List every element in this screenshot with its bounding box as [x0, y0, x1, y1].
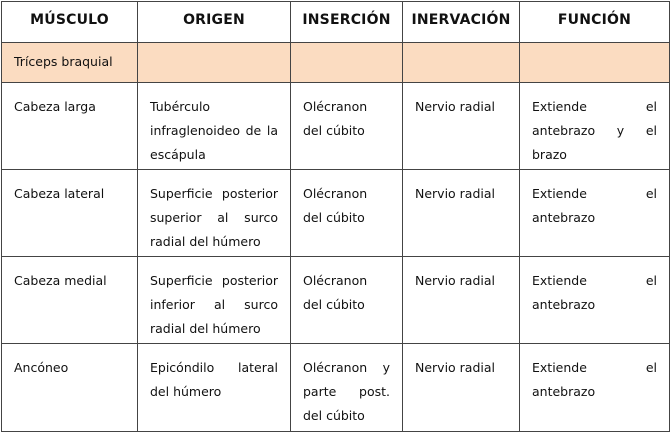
cell-origen: Superficie posterior superior al surco radial del húmero: [138, 170, 291, 257]
header-row: [2, 2, 670, 43]
cell-inervacion: Nervio radial: [403, 344, 520, 432]
cell-funcion: Extiende el antebrazo: [520, 170, 670, 257]
cell-musculo: Ancóneo: [2, 344, 138, 432]
cell-insercion: Olécranon del cúbito: [291, 83, 403, 170]
cell-inervacion: Nervio radial: [403, 83, 520, 170]
cell-insercion: Olécranon del cúbito: [291, 170, 403, 257]
cell-musculo: Cabeza larga: [2, 83, 138, 170]
table-row: [2, 170, 670, 257]
cell-origen: Superficie posterior inferior al surco radial del húmero: [138, 257, 291, 344]
cell-funcion: Extiende el antebrazo: [520, 257, 670, 344]
muscle-table: [1, 1, 670, 432]
group-cell-empty: [291, 43, 403, 83]
table-row: [2, 257, 670, 344]
column-header-funcion: FUNCIÓN: [520, 2, 670, 43]
cell-inervacion: Nervio radial: [403, 170, 520, 257]
group-row: [2, 43, 670, 83]
cell-insercion: Olécranon del cúbito: [291, 257, 403, 344]
column-header-insercion: INSERCIÓN: [291, 2, 403, 43]
column-header-origen: ORIGEN: [138, 2, 291, 43]
group-cell-empty: [403, 43, 520, 83]
cell-origen: Epicóndilo lateral del húmero: [138, 344, 291, 432]
cell-inervacion: Nervio radial: [403, 257, 520, 344]
cell-musculo: Cabeza lateral: [2, 170, 138, 257]
column-header-inervacion: INERVACIÓN: [403, 2, 520, 43]
cell-origen: Tubérculo infraglenoideo de la escápula: [138, 83, 291, 170]
table-row: [2, 344, 670, 432]
group-cell-empty: [138, 43, 291, 83]
cell-insercion: Olécranon y parte post. del cúbito: [291, 344, 403, 432]
column-header-musculo: MÚSCULO: [2, 2, 138, 43]
cell-funcion: Extiende el antebrazo: [520, 344, 670, 432]
cell-musculo: Cabeza medial: [2, 257, 138, 344]
table-row: [2, 83, 670, 170]
cell-funcion: Extiende el antebrazo y el brazo: [520, 83, 670, 170]
group-label: Tríceps braquial: [2, 43, 138, 83]
group-cell-empty: [520, 43, 670, 83]
